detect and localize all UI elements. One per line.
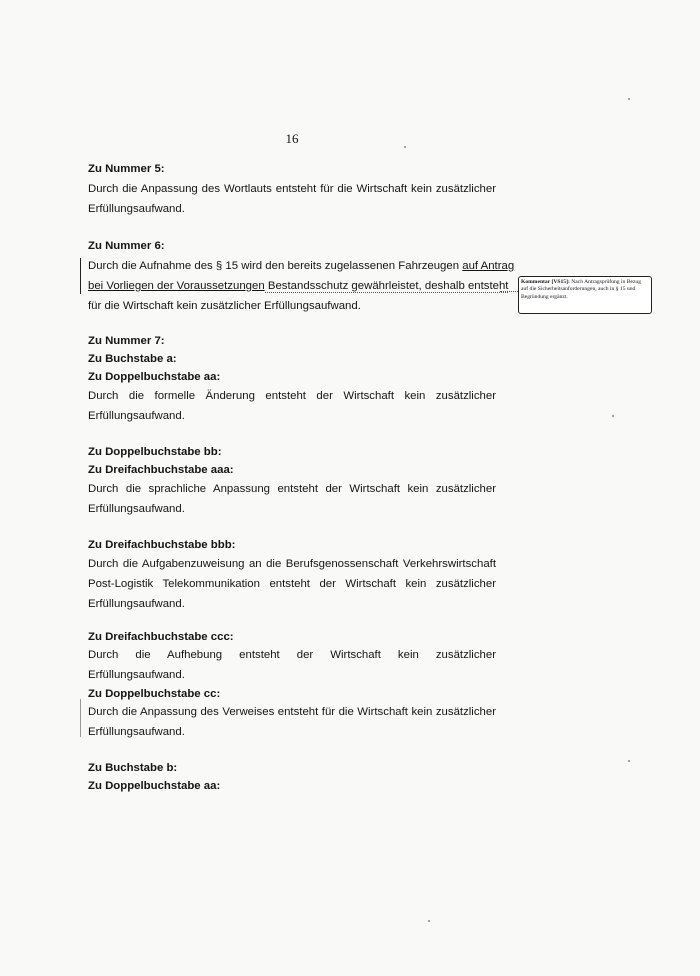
heading-buchstabe-a: Zu Buchstabe a: bbox=[88, 353, 177, 365]
paragraph-dreifachbuchstabe-ccc: Durch die Aufhebung entsteht der Wirtschaft kein zusätzlicher Erfüllungsaufwand. bbox=[88, 649, 496, 681]
inserted-text-voraussetzungen[interactable]: bei Vorliegen der Voraussetzungen bbox=[88, 280, 265, 292]
scan-speck bbox=[404, 146, 406, 148]
comment-balloon[interactable] bbox=[518, 276, 652, 314]
inserted-text-auf-antrag[interactable]: auf Antrag bbox=[462, 260, 515, 272]
line-2-text: Bestandsschutz gewährleistet, deshalb entsteht bbox=[264, 280, 509, 292]
paragraph-dreifachbuchstabe-bbb: Durch die Aufgabenzuweisung an die Berufsgenossenschaft Verkehrswirtschaft Post-Logistik Telekommunikation entsteht der Wirtschaft kein zusätzlicher Erfüllungsaufwand. bbox=[88, 558, 496, 610]
heading-nummer-5: Zu Nummer 5: bbox=[88, 163, 165, 175]
paragraph-nummer-5: Durch die Anpassung des Wortlauts entsteht für die Wirtschaft kein zusätzlicher Erfüllungsaufwand. bbox=[88, 183, 496, 215]
heading-doppelbuchstabe-cc: Zu Doppelbuchstabe cc: bbox=[88, 688, 221, 700]
heading-nummer-7: Zu Nummer 7: bbox=[88, 335, 165, 347]
margin-mark bbox=[80, 699, 81, 737]
paragraph-dreifachbuchstabe-aaa: Durch die sprachliche Anpassung entsteht der Wirtschaft kein zusätzlicher Erfüllungsaufwand. bbox=[88, 483, 496, 515]
comment-connector bbox=[500, 291, 518, 292]
paragraph-line-2 bbox=[88, 276, 509, 296]
scan-speck bbox=[628, 98, 630, 100]
paragraph-nummer-6 bbox=[88, 256, 515, 316]
heading-buchstabe-b: Zu Buchstabe b: bbox=[88, 762, 178, 774]
heading-dreifachbuchstabe-aaa: Zu Dreifachbuchstabe aaa: bbox=[88, 464, 234, 476]
heading-dreifachbuchstabe-ccc: Zu Dreifachbuchstabe ccc: bbox=[88, 631, 234, 643]
comment-text: Nach Antragsprüfung in Bezug auf die Sicherheitsanforderungen, auch in § 15 und Begründung ergänzt. bbox=[521, 279, 641, 300]
heading-dreifachbuchstabe-bbb: Zu Dreifachbuchstabe bbb: bbox=[88, 539, 236, 551]
paragraph-line-1 bbox=[88, 256, 515, 276]
heading-doppelbuchstabe-aa-2: Zu Doppelbuchstabe aa: bbox=[88, 780, 221, 792]
page-number: 16 bbox=[285, 131, 299, 146]
line-1-text: Durch die Aufnahme des § 15 wird den bereits zugelassenen Fahrzeugen bbox=[88, 260, 463, 272]
paragraph-line-3: für die Wirtschaft kein zusätzlicher Erfüllungsaufwand. bbox=[88, 300, 361, 312]
scan-speck bbox=[612, 415, 614, 417]
paragraph-doppelbuchstabe-cc: Durch die Anpassung des Verweises entsteht für die Wirtschaft kein zusätzlicher Erfüllungsaufwand. bbox=[88, 706, 496, 738]
change-bar bbox=[80, 258, 81, 294]
paragraph-doppelbuchstabe-aa: Durch die formelle Änderung entsteht der Wirtschaft kein zusätzlicher Erfüllungsaufwand. bbox=[88, 390, 496, 422]
comment-label: Kommentar [VS15]: bbox=[521, 279, 570, 285]
heading-doppelbuchstabe-aa: Zu Doppelbuchstabe aa: bbox=[88, 371, 221, 383]
heading-doppelbuchstabe-bb: Zu Doppelbuchstabe bb: bbox=[88, 446, 222, 458]
scan-speck bbox=[428, 920, 430, 922]
scan-speck bbox=[628, 760, 630, 762]
heading-nummer-6: Zu Nummer 6: bbox=[88, 240, 165, 252]
